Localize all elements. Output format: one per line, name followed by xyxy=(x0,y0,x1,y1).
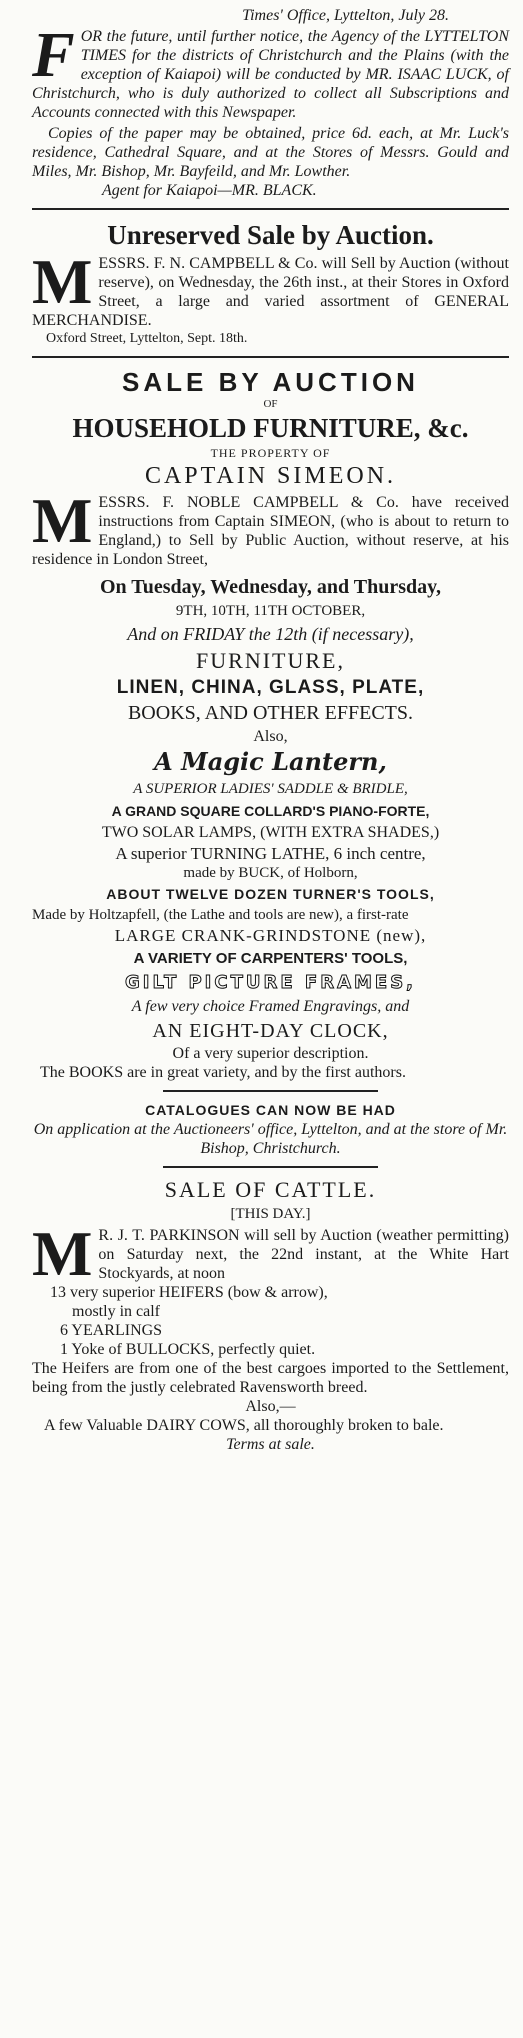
agency-notice xyxy=(32,6,509,200)
ad2-of: OF xyxy=(263,398,278,410)
ad2-booksnote: The BOOKS are in great variety, and by the first authors. xyxy=(40,1064,406,1081)
ad3-terms: Terms at sale. xyxy=(226,1436,315,1453)
ad2-lathe1: A superior TURNING LATHE, 6 inch centre, xyxy=(115,844,426,863)
ad2-furniture: FURNITURE, xyxy=(196,648,345,673)
ad2-title: SALE BY AUCTION xyxy=(122,367,419,397)
unreserved-sale-ad xyxy=(32,218,509,348)
ad3-heifers1: 13 very superior HEIFERS (bow & arrow), xyxy=(50,1284,328,1301)
notice-body: OR the future, until further notice, the Agency of the LYTTELTON TIMES for the districts of Christchurch and the Plains (with the exception of Kaiapoi) will be conducted by MR. ISAAC LUCK, of Christchurch, who is duly authorized to collect all Subscriptions and Accounts connected with this Newspaper. xyxy=(32,28,509,121)
notice-copies: Copies of the paper may be obtained, price 6d. each, at Mr. Luck's residence, Cathedral Square, and at the Stores of Messrs. Gould and Miles, Mr. Bishop, Mr. Bayfeild, and Mr. Lowther. xyxy=(32,125,509,180)
ad2-linen: LINEN, CHINA, GLASS, PLATE, xyxy=(116,677,425,698)
ad3-cargo: The Heifers are from one of the best cargoes imported to the Settlement, being from the justly celebrated Ravensworth breed. xyxy=(32,1360,509,1396)
ad2-piano: A GRAND SQUARE COLLARD'S PIANO-FORTE, xyxy=(111,803,430,819)
furniture-auction-ad xyxy=(32,366,509,1158)
ad3-title: SALE OF CATTLE. xyxy=(164,1177,377,1202)
ad2-frames: GILT PICTURE FRAMES, xyxy=(124,972,417,993)
ad2-catalogues: CATALOGUES CAN NOW BE HAD xyxy=(145,1102,396,1118)
ad2-lathe2: made by BUCK, of Holborn, xyxy=(183,865,358,881)
ad3-dropcap: M xyxy=(32,1218,93,1289)
ad2-application: On application at the Auctioneers' office, Lyttelton, and at the store of Mr. Bishop, Christchurch. xyxy=(33,1121,508,1157)
ad3-thisday: [THIS DAY.] xyxy=(230,1206,311,1222)
ad2-dropcap: M xyxy=(32,485,93,556)
ad3-yearlings: 6 YEARLINGS xyxy=(60,1322,163,1339)
notice-agent: Agent for Kaiapoi—MR. BLACK. xyxy=(102,182,317,199)
ad2-also: Also, xyxy=(253,728,288,745)
divider-short xyxy=(163,1090,378,1092)
ad2-clock: AN EIGHT-DAY CLOCK, xyxy=(152,1020,389,1042)
ad1-dropcap: M xyxy=(32,246,93,317)
ad2-grindstone: LARGE CRANK-GRINDSTONE (new), xyxy=(114,926,427,945)
ad2-holtz: Made by Holtzapfell, (the Lathe and tools are new), a first-rate xyxy=(32,907,409,923)
ad2-carpenters: A VARIETY OF CARPENTERS' TOOLS, xyxy=(133,950,408,967)
ad2-saddle: A SUPERIOR LADIES' SADDLE & BRIDLE, xyxy=(133,781,408,797)
divider-short xyxy=(163,1166,378,1168)
ad2-lamps: TWO SOLAR LAMPS, (WITH EXTRA SHADES,) xyxy=(101,824,440,841)
ad3-heifers2: mostly in calf xyxy=(72,1303,160,1320)
ad2-friday: And on FRIDAY the 12th (if necessary), xyxy=(127,624,414,644)
ad2-lantern: A Magic Lantern, xyxy=(154,747,387,776)
ad2-property: THE PROPERTY OF xyxy=(210,446,331,460)
ad3-also: Also,— xyxy=(245,1398,296,1415)
ad2-engravings: A few very choice Framed Engravings, and xyxy=(131,998,410,1015)
ad2-dates: 9TH, 10TH, 11TH OCTOBER, xyxy=(175,603,366,619)
notice-dateline: Times' Office, Lyttelton, July 28. xyxy=(242,7,449,24)
ad2-books: BOOKS, AND OTHER EFFECTS. xyxy=(127,702,414,724)
ad3-body: R. J. T. PARKINSON will sell by Auction (weather permitting) on Saturday next, the 22nd instant, at the White Hart Stockyards, at noon xyxy=(98,1227,509,1282)
ad3-cows: A few Valuable DAIRY COWS, all thoroughly broken to bale. xyxy=(44,1417,444,1434)
divider xyxy=(32,356,509,358)
ad2-owner: CAPTAIN SIMEON. xyxy=(144,463,397,489)
divider xyxy=(32,208,509,210)
ad2-tools: ABOUT TWELVE DOZEN TURNER'S TOOLS, xyxy=(106,886,435,902)
ad1-footer: Oxford Street, Lyttelton, Sept. 18th. xyxy=(46,331,248,346)
ad1-title: Unreserved Sale by Auction. xyxy=(107,220,434,250)
ad2-superior: Of a very superior description. xyxy=(172,1045,369,1062)
notice-dropcap: F xyxy=(32,19,75,90)
ad2-days: On Tuesday, Wednesday, and Thursday, xyxy=(99,576,442,598)
ad2-subject: HOUSEHOLD FURNITURE, &c. xyxy=(72,413,469,443)
ad2-body: ESSRS. F. NOBLE CAMPBELL & Co. have received instructions from Captain SIMEON, (who is about to return to England,) to Sell by Public Auction, without reserve, at his residence in London Street, xyxy=(32,494,509,568)
cattle-sale-ad xyxy=(32,1176,509,1454)
ad1-body: ESSRS. F. N. CAMPBELL & Co. will Sell by Auction (without reserve), on Wednesday, the 26th inst., at their Stores in Oxford Street, a large and varied assortment of GENERAL MERCHANDISE. xyxy=(32,255,509,329)
ad3-bullocks: 1 Yoke of BULLOCKS, perfectly quiet. xyxy=(60,1341,316,1358)
